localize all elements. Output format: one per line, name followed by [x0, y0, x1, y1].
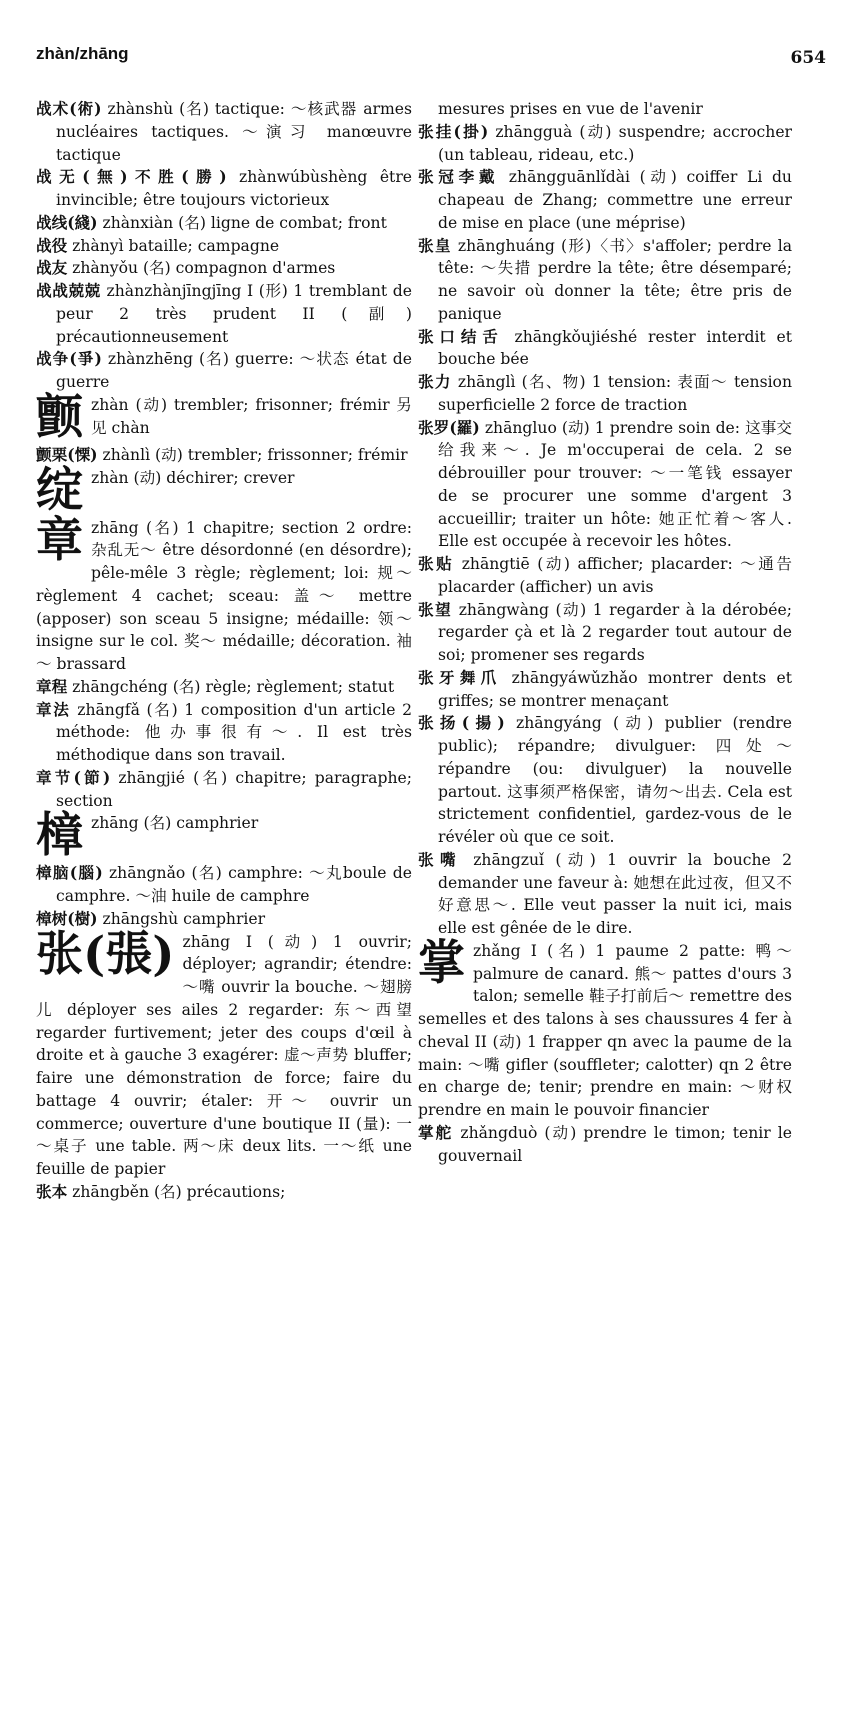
entry-headword: 张口结舌 [418, 326, 504, 346]
entry-definition: zhāngtiē (动) afficher; placarder: ～通告 placarder (afficher) un avis [438, 555, 792, 596]
entry-headword: 张力 [418, 372, 452, 391]
entry-definition: zhànyǒu (名) compagnon d'armes [67, 259, 336, 278]
dictionary-entry [36, 699, 412, 767]
headword-entry [36, 389, 412, 445]
right-column [418, 98, 792, 1167]
entry-definition: zhāngchéng (名) règle; règlement; statut [67, 677, 395, 696]
entry-headword: 战战兢兢 [36, 281, 101, 300]
entry-headword: 掌舵 [418, 1122, 454, 1142]
headword-entry [36, 808, 412, 864]
dictionary-entry [36, 1181, 412, 1204]
entry-headword: 张冠李戴 [418, 167, 500, 187]
headword-definition: zhàn (动) trembler; frisonner; frémir 另见 chàn [91, 395, 412, 437]
entry-headword: 章程 [36, 676, 68, 696]
dictionary-entry [36, 212, 412, 235]
entry-definition: mesures prises en vue de l'avenir [438, 100, 703, 118]
large-headword: 绽 [36, 462, 83, 518]
dictionary-entry [418, 326, 792, 372]
entry-headword: 张本 [36, 1181, 68, 1201]
entry-definition: zhāngfǎ (名) 1 composition d'un article 2 méthode: 他办事很有～. Il est très méthodique dans son travail. [56, 700, 412, 764]
dictionary-entry [36, 280, 412, 348]
entry-definition: zhànlì (动) trembler; frissonner; frémir [97, 445, 408, 464]
dictionary-entry [418, 712, 792, 849]
entry-headword: 战术(術) [36, 99, 102, 118]
entry-headword: 张牙舞爪 [418, 667, 502, 687]
entry-headword: 战线(綫) [36, 212, 98, 232]
entry-headword: 张贴 [418, 554, 455, 573]
dictionary-entry [36, 862, 412, 908]
dictionary-entry [36, 676, 412, 699]
entry-definition: zhāngběn (名) précautions; [67, 1182, 286, 1201]
dictionary-entry [418, 667, 792, 713]
entry-headword: 樟树(樹) [36, 908, 98, 928]
headword-entry [36, 512, 412, 676]
dictionary-entry [418, 417, 792, 554]
entry-definition: zhànwúbùshèng être invincible; être toujours victorieux [56, 168, 413, 209]
dictionary-entry [36, 98, 412, 166]
dictionary-entry [36, 235, 412, 258]
entry-definition: zhāngluo (动) 1 prendre soin de: 这事交给我来～. Je m'occuperai de cela. 2 se débrouiller pour trouver: ～一笔钱 essayer de se procurer une somme d'argent 3 accueillir; traiter un hôte: 她正忙着～客人. Elle est occupée à recevoir les hôtes. [438, 418, 792, 551]
headword-definition: zhàn (动) déchirer; crever [91, 468, 295, 487]
entry-definition: zhāngshù camphrier [97, 909, 266, 928]
entry-headword: 战役 [36, 235, 68, 255]
entry-headword: 战争(爭) [36, 349, 102, 369]
entry-definition: zhāngzuǐ (动) 1 ouvrir la bouche 2 demander une faveur à: 她想在此过夜，但又不好意思～. Elle veut passer la nuit ici, mais elle est gênée de le dire. [438, 850, 792, 937]
dictionary-entry [418, 121, 792, 167]
entry-headword: 章法 [36, 699, 71, 719]
entry-definition: zhāngjié (名) chapitre; paragraphe; section [56, 768, 412, 810]
entry-definition: zhāngyáng (动) publier (rendre public); répandre; divulguer: 四处～ répandre (ou: divulguer) la nouvelle partout. 这事须严格保密，请勿～出去. Cela est strictement confidentiel, gardez-vous de le révéler où que ce soit. [438, 714, 792, 846]
dictionary-entry [36, 166, 413, 212]
entry-definition: zhànyì bataille; campagne [67, 236, 280, 255]
entry-definition: zhāngguà (动) suspendre; accrocher (un tableau, rideau, etc.) [438, 122, 792, 164]
entry-definition: zhāngnǎo (名) camphre: ～丸boule de camphre. ～油 huile de camphre [56, 864, 412, 905]
entry-definition: zhānglì (名、物) 1 tension: 表面～ tension superficielle 2 force de traction [438, 373, 792, 414]
entry-continuation [438, 98, 792, 121]
headword-entry [418, 935, 792, 1122]
entry-headword: 樟脑(腦) [36, 863, 103, 883]
entry-definition: zhànzhēng (名) guerre: ～状态 état de guerre [56, 350, 412, 391]
large-headword: 颤 [36, 389, 83, 445]
headword-entry [36, 462, 412, 518]
headword-definition: zhǎng I (名) 1 paume 2 patte: 鸭～ palmure de canard. 熊～ pattes d'ours 3 talon; semelle 鞋子打前后～ remettre des semelles et des talons à ses chaussures 4 fer à cheval II (动) 1 frapper qn avec la paume de la main: ～嘴 gifler (souffleter; calotter) qn 2 être en charge de; tenir; prendre en main: ～财权 prendre en main le pouvoir financier [418, 941, 792, 1119]
entry-headword: 张望 [418, 599, 453, 619]
entry-definition: zhāngguānlǐdài (动) coiffer Li du chapeau de Zhang; commettre une erreur de mise en place (une méprise) [438, 168, 792, 232]
dictionary-entry [36, 444, 412, 467]
dictionary-entry [36, 908, 412, 931]
dictionary-entry [418, 553, 792, 599]
dictionary-entry [418, 235, 792, 326]
large-headword: 章 [36, 512, 83, 568]
dictionary-entry [418, 371, 792, 417]
dictionary-entry [36, 767, 412, 813]
entry-headword: 章节(節) [36, 767, 111, 787]
entry-definition: zhànxiàn (名) ligne de combat; front [97, 213, 387, 232]
entry-definition: zhànshù (名) tactique: ～核武器 armes nucléaires tactiques. ～演习 manœuvre tactique [56, 100, 412, 164]
headword-entry [36, 926, 412, 1181]
dictionary-entry [418, 849, 792, 940]
page-header [36, 44, 826, 74]
entry-definition: zhānghuáng (形)〈书〉s'affoler; perdre la tête: ～失措 perdre la tête; être désemparé; ne savoir où donner la tête; être pris de panique [438, 236, 792, 323]
entry-headword: 张皇 [418, 235, 452, 255]
entry-definition: zhǎngduò (动) prendre le timon; tenir le gouvernail [438, 1123, 792, 1165]
dictionary-entry [36, 257, 412, 280]
dictionary-entry [418, 1122, 792, 1168]
dictionary-entry [36, 348, 412, 394]
left-column [36, 98, 412, 1204]
headword-definition: zhāng I (动) 1 ouvrir; déployer; agrandir; étendre: ～嘴 ouvrir la bouche. ～翅膀儿 déployer ses ailes 2 regarder: 东～西望 regarder furtivement; jeter des coups d'œil à droite et à gauche 3 exagérer: 虚～声势 bluffer; faire une démonstration de force; faire du battage 4 ouvrir; étaler: 开～ ouvrir un commerce; ouverture d'une boutique II (量): 一～桌子 une table. 两～床 deux lits. 一～纸 une feuille de papier [36, 932, 412, 1178]
entry-headword: 张罗(羅) [418, 417, 480, 437]
large-headword: 掌 [418, 935, 465, 991]
headword-definition: zhāng (名) camphrier [91, 814, 259, 833]
entry-headword: 张扬(揚) [418, 713, 505, 733]
entry-definition: zhāngwàng (动) 1 regarder à la dérobée; regarder çà et là 2 regarder tout autour de soi; promener ses regards [438, 600, 792, 664]
entry-headword: 颤栗(慄) [36, 444, 98, 464]
entry-definition: zhànzhànjīngjīng I (形) 1 tremblant de peur 2 très prudent II (副) précautionneusement [56, 282, 412, 346]
page-number: 654 [790, 48, 826, 68]
entry-definition: zhāngkǒujiéshé rester interdit et bouche bée [438, 327, 792, 369]
entry-definition: zhāngyáwǔzhǎo montrer dents et griffes; se montrer menaçant [438, 668, 792, 710]
dictionary-entry [418, 166, 792, 234]
entry-headword: 战友 [36, 258, 68, 278]
dictionary-entry [418, 599, 792, 667]
entry-headword: 战无(無)不胜(勝) [36, 167, 227, 187]
large-headword: 张(張) [36, 926, 175, 982]
entry-headword: 张挂(掛) [418, 121, 489, 141]
large-headword: 樟 [36, 808, 83, 864]
headword-definition: zhāng (名) 1 chapitre; section 2 ordre: 杂乱无～ être désordonné (en désordre); pêle-mêle 3 règle; règlement; loi: 规～ règlement 4 cachet; sceau: 盖～ mettre (apposer) son sceau 5 insigne; médaille: 领～ insigne sur le col. 奖～ médaille; décoration. 袖～ brassard [36, 518, 412, 673]
entry-headword: 张嘴 [418, 849, 462, 869]
running-head: zhàn/zhāng [36, 44, 129, 63]
